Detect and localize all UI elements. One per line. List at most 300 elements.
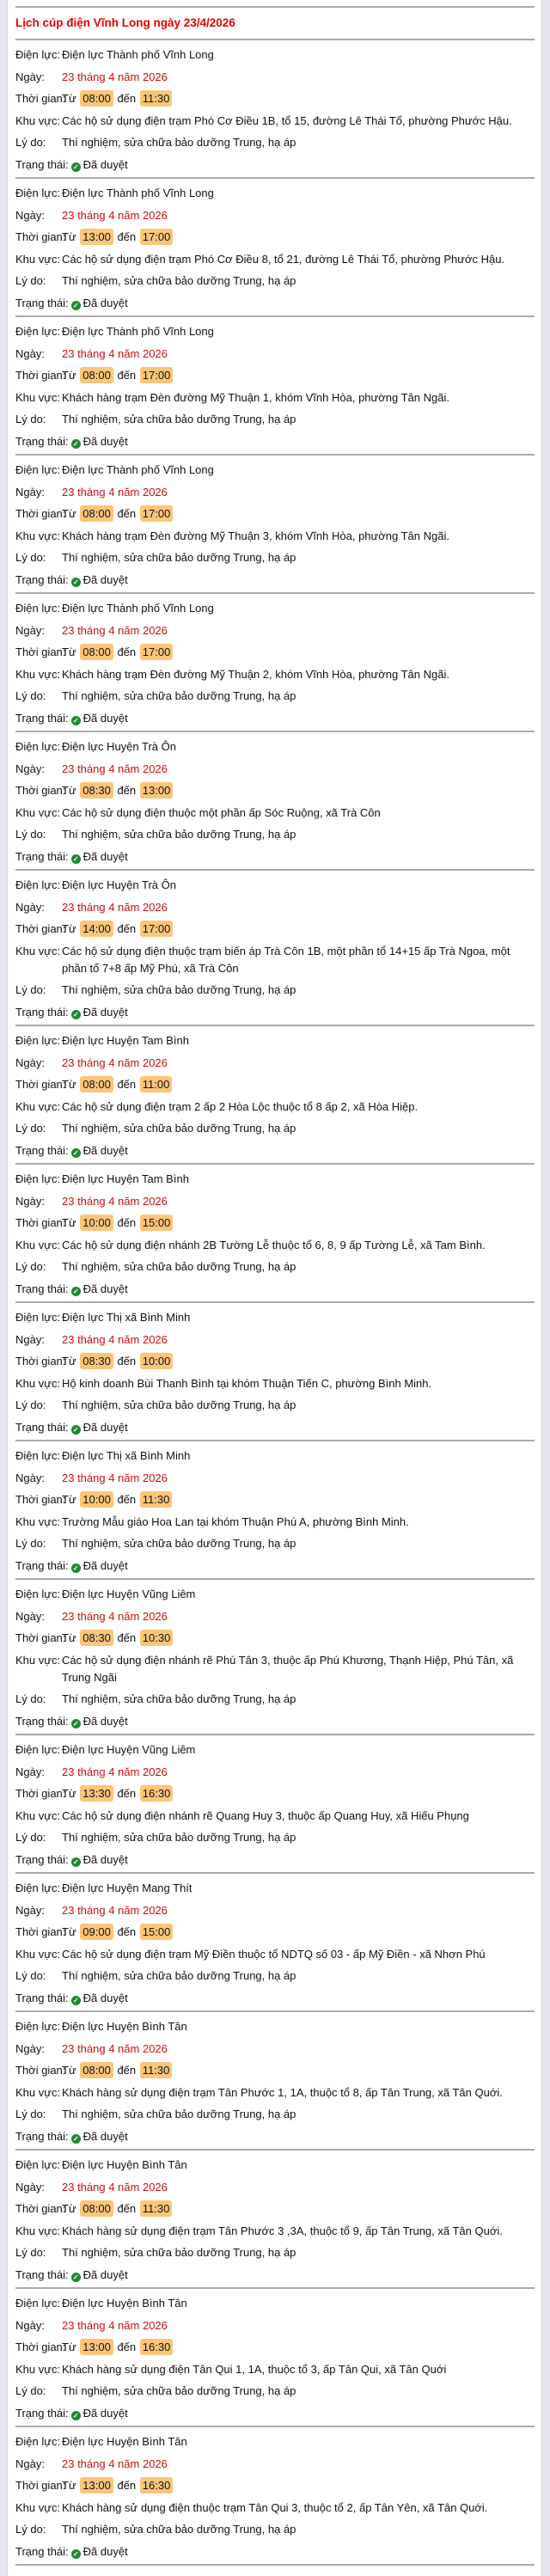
area-label: Khu vực: — [15, 667, 61, 681]
outage-entry — [15, 317, 535, 454]
status-value — [71, 295, 535, 312]
check-circle-icon: ✓ — [71, 1563, 81, 1573]
end-time-badge: 11:00 — [140, 1076, 173, 1092]
from-label: Từ — [62, 1631, 76, 1645]
status-row — [15, 1416, 535, 1439]
company-value: Điện lực Thành phố Vĩnh Long — [62, 325, 214, 339]
status-value — [71, 848, 535, 866]
area-value: Khách hàng sử dụng điện trạm Tân Phước 1, 1A, thuộc tổ 8, ấp Tân Trung, xã Tân Quới. — [62, 2085, 503, 2099]
company-label: Điện lực: — [15, 1882, 61, 1895]
status-row — [15, 569, 535, 591]
reason-row — [15, 409, 535, 431]
company-label: Điện lực: — [15, 48, 61, 62]
company-row — [15, 2432, 535, 2454]
date-value: 23 tháng 4 năm 2026 — [62, 1765, 168, 1778]
date-value: 23 tháng 4 năm 2026 — [62, 1332, 168, 1346]
check-circle-icon: ✓ — [71, 1425, 81, 1435]
date-label: Ngày: — [15, 1903, 45, 1917]
start-time-badge: 13:30 — [80, 1785, 113, 1802]
time-value — [62, 644, 535, 661]
time-row — [15, 1922, 535, 1944]
status-label: Trạng thái: — [15, 296, 69, 309]
end-time-badge: 17:00 — [140, 921, 174, 937]
time-row — [15, 1074, 535, 1097]
outage-entry — [15, 1441, 535, 1578]
status-label: Trạng thái: — [15, 1714, 69, 1728]
time-label: Thời gian: — [15, 1355, 66, 1368]
company-label: Điện lực: — [15, 1588, 61, 1601]
status-text: Đã duyệt — [82, 1005, 128, 1019]
check-circle-icon: ✓ — [71, 439, 81, 449]
date-label: Ngày: — [15, 1609, 45, 1623]
date-row — [15, 1467, 535, 1490]
status-value — [71, 1713, 535, 1730]
to-label: đến — [117, 1925, 137, 1939]
status-label: Trạng thái: — [15, 1852, 69, 1866]
reason-label: Lý do: — [15, 551, 46, 565]
reason-row — [15, 824, 535, 847]
reason-value: Thí nghiệm, sửa chữa bảo dưỡng Trung, hạ áp — [62, 1122, 296, 1135]
to-label: đến — [117, 2340, 137, 2354]
area-row — [15, 1373, 535, 1395]
to-label: đến — [117, 369, 137, 382]
outage-entry — [15, 732, 535, 869]
status-text: Đã duyệt — [82, 2406, 128, 2420]
status-label: Trạng thái: — [15, 434, 69, 448]
date-value: 23 tháng 4 năm 2026 — [62, 208, 168, 222]
area-label: Khu vực: — [15, 1653, 61, 1667]
start-time-badge: 14:00 — [80, 921, 113, 937]
status-row — [15, 2264, 535, 2286]
area-label: Khu vực: — [15, 1947, 61, 1961]
date-row — [15, 1052, 535, 1074]
area-value: Các hộ sử dụng điện trạm 2 ấp 2 Hòa Lộc thuộc tổ 8 ấp 2, xã Hòa Hiệp. — [62, 1099, 419, 1113]
area-value: Hộ kinh doanh Bùi Thanh Bình tại khóm Thuận Tiến C, phường Bình Minh. — [62, 1376, 432, 1390]
end-time-badge: 16:30 — [140, 2339, 174, 2355]
check-circle-icon: ✓ — [71, 1148, 81, 1158]
reason-label: Lý do: — [15, 1831, 46, 1845]
date-label: Ngày: — [15, 485, 45, 499]
status-row — [15, 2126, 535, 2148]
outage-entry — [15, 179, 535, 315]
area-label: Khu vực: — [15, 1514, 61, 1528]
from-label: Từ — [62, 1925, 76, 1939]
status-text: Đã duyệt — [82, 1143, 128, 1157]
time-label: Thời gian: — [15, 230, 66, 244]
time-row — [15, 1628, 535, 1650]
time-label: Thời gian: — [15, 1925, 66, 1939]
date-value: 23 tháng 4 năm 2026 — [62, 1055, 168, 1069]
outage-entry — [15, 2289, 535, 2426]
status-label: Trạng thái: — [15, 2129, 69, 2143]
reason-label: Lý do: — [15, 2384, 46, 2398]
from-label: Từ — [62, 2064, 76, 2077]
reason-label: Lý do: — [15, 689, 46, 703]
status-text: Đã duyệt — [82, 849, 128, 863]
company-row — [15, 1031, 535, 1053]
from-label: Từ — [62, 784, 76, 798]
date-row — [15, 896, 535, 919]
outage-entry — [15, 40, 535, 177]
reason-label: Lý do: — [15, 136, 46, 150]
status-label: Trạng thái: — [15, 1558, 69, 1572]
date-row — [15, 66, 535, 89]
from-label: Từ — [62, 1787, 76, 1801]
status-text: Đã duyệt — [82, 711, 128, 725]
company-label: Điện lực: — [15, 740, 61, 754]
time-value — [62, 1215, 535, 1232]
date-row — [15, 1190, 535, 1213]
company-label: Điện lực: — [15, 1449, 61, 1463]
reason-value: Thí nghiệm, sửa chữa bảo dưỡng Trung, hạ áp — [62, 1692, 296, 1706]
reason-value: Thí nghiệm, sửa chữa bảo dưỡng Trung, hạ áp — [62, 689, 296, 703]
start-time-badge: 08:30 — [80, 782, 113, 798]
time-value — [62, 2477, 535, 2494]
company-row — [15, 1584, 535, 1606]
status-value — [71, 2128, 535, 2145]
status-row — [15, 846, 535, 868]
start-time-badge: 08:00 — [80, 90, 113, 107]
status-text: Đã duyệt — [82, 1852, 128, 1866]
start-time-badge: 08:30 — [80, 1353, 113, 1369]
area-label: Khu vực: — [15, 2362, 61, 2376]
status-text: Đã duyệt — [82, 2544, 128, 2558]
date-value: 23 tháng 4 năm 2026 — [62, 1609, 168, 1623]
date-label: Ngày: — [15, 2457, 45, 2470]
date-label: Ngày: — [15, 2041, 45, 2055]
date-value: 23 tháng 4 năm 2026 — [62, 900, 168, 914]
reason-row — [15, 2381, 535, 2403]
status-value — [71, 2405, 535, 2422]
time-value — [62, 782, 535, 799]
time-row — [15, 2337, 535, 2359]
status-row — [15, 292, 535, 315]
reason-row — [15, 132, 535, 155]
date-row — [15, 343, 535, 365]
company-value: Điện lực Huyện Bình Tân — [62, 2020, 187, 2034]
outage-entry — [15, 1026, 535, 1163]
status-text: Đã duyệt — [82, 1282, 128, 1295]
reason-row — [15, 2519, 535, 2542]
time-value — [62, 229, 535, 246]
date-label: Ngày: — [15, 1194, 45, 1208]
area-row — [15, 110, 535, 132]
date-label: Ngày: — [15, 900, 45, 914]
time-label: Thời gian: — [15, 92, 66, 106]
company-value: Điện lực Huyện Trà Ôn — [62, 878, 176, 892]
area-value: Khách hàng trạm Đèn đường Mỹ Thuận 2, khóm Vĩnh Hòa, phường Tân Ngãi. — [62, 667, 449, 681]
reason-label: Lý do: — [15, 828, 46, 841]
end-time-badge: 11:30 — [140, 1491, 173, 1508]
area-label: Khu vực: — [15, 390, 61, 404]
date-label: Ngày: — [15, 70, 45, 83]
status-row — [15, 1001, 535, 1024]
end-time-badge: 16:30 — [140, 2477, 174, 2493]
time-label: Thời gian: — [15, 369, 66, 382]
to-label: đến — [117, 1216, 137, 1230]
status-value — [71, 156, 535, 174]
end-time-badge: 17:00 — [140, 229, 174, 245]
company-label: Điện lực: — [15, 1743, 61, 1757]
area-label: Khu vực: — [15, 529, 61, 542]
company-value: Điện lực Huyện Bình Tân — [62, 2297, 187, 2310]
to-label: đến — [117, 2064, 137, 2077]
company-label: Điện lực: — [15, 187, 61, 200]
company-row — [15, 460, 535, 482]
check-circle-icon: ✓ — [71, 2411, 81, 2420]
area-value: Các hộ sử dụng điện trạm Phó Cơ Điều 8, tổ 21, đường Lê Thái Tổ, phường Phước Hậu. — [62, 252, 505, 266]
reason-row — [15, 1689, 535, 1711]
date-row — [15, 205, 535, 227]
schedule-list — [8, 0, 541, 2566]
area-row — [15, 664, 535, 686]
from-label: Từ — [62, 1078, 76, 1092]
time-value — [62, 1630, 535, 1647]
company-row — [15, 2155, 535, 2177]
area-label: Khu vực: — [15, 1376, 61, 1390]
status-value — [71, 1851, 535, 1869]
time-value — [62, 1785, 535, 1802]
from-label: Từ — [62, 230, 76, 244]
end-time-badge: 17:00 — [140, 367, 174, 383]
date-label: Ngày: — [15, 1332, 45, 1346]
date-value: 23 tháng 4 năm 2026 — [62, 485, 168, 499]
start-time-badge: 13:00 — [80, 2477, 113, 2493]
date-label: Ngày: — [15, 2318, 45, 2332]
from-label: Từ — [62, 1216, 76, 1230]
company-value: Điện lực Huyện Vũng Liêm — [62, 1743, 196, 1757]
time-label: Thời gian: — [15, 2340, 66, 2354]
time-label: Thời gian: — [15, 1493, 66, 1507]
company-label: Điện lực: — [15, 1172, 61, 1186]
reason-row — [15, 1966, 535, 1988]
time-label: Thời gian: — [15, 1787, 66, 1801]
company-label: Điện lực: — [15, 463, 61, 477]
check-circle-icon: ✓ — [71, 1996, 81, 2005]
status-text: Đã duyệt — [82, 296, 128, 309]
start-time-badge: 13:00 — [80, 2339, 113, 2355]
status-value — [71, 710, 535, 727]
area-label: Khu vực: — [15, 1808, 61, 1822]
status-value — [71, 572, 535, 589]
to-label: đến — [117, 1493, 137, 1507]
company-value: Điện lực Huyện Tam Bình — [62, 1034, 189, 1048]
area-row — [15, 802, 535, 824]
company-row — [15, 598, 535, 621]
date-row — [15, 1900, 535, 1922]
company-row — [15, 875, 535, 897]
area-value: Khách hàng sử dụng điện thuộc trạm Tân Qui 3, thuộc tổ 2, ấp Tân Yên, xã Tân Quới. — [62, 2500, 488, 2514]
to-label: đến — [117, 1631, 137, 1645]
company-value: Điện lực Thành phố Vĩnh Long — [62, 187, 214, 200]
time-row — [15, 2475, 535, 2498]
status-text: Đã duyệt — [82, 1420, 128, 1434]
status-label: Trạng thái: — [15, 1005, 69, 1019]
end-time-badge: 15:00 — [140, 1215, 174, 1231]
status-row — [15, 707, 535, 730]
area-row — [15, 1096, 535, 1118]
outage-entry — [15, 594, 535, 731]
status-row — [15, 1555, 535, 1577]
reason-row — [15, 1118, 535, 1141]
company-label: Điện lực: — [15, 2435, 61, 2449]
reason-row — [15, 2104, 535, 2126]
company-value: Điện lực Thành phố Vĩnh Long — [62, 463, 214, 477]
status-label: Trạng thái: — [15, 1991, 69, 2004]
reason-value: Thí nghiệm, sửa chữa bảo dưỡng Trung, hạ áp — [62, 136, 296, 150]
outage-entry — [15, 2151, 535, 2287]
time-label: Thời gian: — [15, 1078, 66, 1092]
area-row — [15, 2082, 535, 2104]
status-row — [15, 154, 535, 176]
company-row — [15, 45, 535, 67]
area-label: Khu vực: — [15, 1099, 61, 1113]
area-row — [15, 940, 535, 980]
company-row — [15, 321, 535, 344]
date-label: Ngày: — [15, 346, 45, 360]
time-label: Thời gian: — [15, 784, 66, 798]
reason-label: Lý do: — [15, 983, 46, 997]
company-value: Điện lực Huyện Mang Thít — [62, 1882, 192, 1895]
date-value: 23 tháng 4 năm 2026 — [62, 2041, 168, 2055]
company-label: Điện lực: — [15, 2297, 61, 2310]
time-row — [15, 2199, 535, 2221]
area-value: Các hộ sử dụng điện thuộc trạm biến áp Trà Côn 1B, một phần tổ 14+15 ấp Trà Ngoa, một phần tổ 7+8 ấp Mỹ Phú, xã Trà Côn — [62, 944, 510, 975]
company-label: Điện lực: — [15, 2158, 61, 2172]
from-label: Từ — [62, 369, 76, 382]
status-label: Trạng thái: — [15, 711, 69, 725]
area-label: Khu vực: — [15, 113, 61, 127]
date-row — [15, 620, 535, 642]
area-row — [15, 248, 535, 271]
status-value — [71, 2267, 535, 2284]
date-row — [15, 1761, 535, 1784]
time-value — [62, 2062, 535, 2079]
status-text: Đã duyệt — [82, 2267, 128, 2281]
area-label: Khu vực: — [15, 805, 61, 819]
outage-schedule-card — [7, 0, 542, 2576]
status-row — [15, 1278, 535, 1300]
date-label: Ngày: — [15, 762, 45, 775]
area-row — [15, 1649, 535, 1689]
end-time-badge: 16:30 — [140, 1785, 174, 1802]
status-text: Đã duyệt — [82, 2129, 128, 2143]
company-value: Điện lực Huyện Trà Ôn — [62, 740, 176, 754]
status-value — [71, 1281, 535, 1298]
date-label: Ngày: — [15, 623, 45, 637]
reason-value: Thí nghiệm, sửa chữa bảo dưỡng Trung, hạ áp — [62, 1969, 296, 1983]
to-label: đến — [117, 92, 137, 106]
company-row — [15, 2016, 535, 2039]
company-label: Điện lực: — [15, 602, 61, 615]
page-title: Lịch cúp điện Vĩnh Long ngày 23/4/2026 — [15, 16, 235, 29]
status-text: Đã duyệt — [82, 434, 128, 448]
reason-label: Lý do: — [15, 2523, 46, 2536]
end-time-badge: 17:00 — [140, 505, 174, 522]
reason-value: Thí nghiệm, sửa chữa bảo dưỡng Trung, hạ áp — [62, 2384, 296, 2398]
company-value: Điện lực Thị xã Bình Minh — [62, 1449, 191, 1463]
start-time-badge: 08:00 — [80, 644, 113, 660]
reason-value: Thí nghiệm, sửa chữa bảo dưỡng Trung, hạ áp — [62, 2108, 296, 2121]
date-label: Ngày: — [15, 208, 45, 222]
time-row — [15, 2060, 535, 2083]
end-time-badge: 10:00 — [140, 1353, 174, 1369]
time-label: Thời gian: — [15, 922, 66, 936]
company-label: Điện lực: — [15, 2020, 61, 2034]
company-row — [15, 1307, 535, 1330]
from-label: Từ — [62, 2202, 76, 2216]
reason-value: Thí nghiệm, sửa chữa bảo dưỡng Trung, hạ áp — [62, 828, 296, 841]
to-label: đến — [117, 2479, 137, 2493]
start-time-badge: 08:00 — [80, 1076, 113, 1092]
time-row — [15, 1213, 535, 1235]
status-row — [15, 2541, 535, 2563]
company-row — [15, 1740, 535, 1762]
status-text: Đã duyệt — [82, 1714, 128, 1728]
from-label: Từ — [62, 2340, 76, 2354]
end-time-badge: 10:30 — [140, 1630, 174, 1646]
time-row — [15, 1351, 535, 1374]
area-value: Các hộ sử dụng điện nhánh 2B Tường Lễ thuộc tổ 6, 8, 9 ấp Tường Lễ, xã Tam Bình. — [62, 1238, 486, 1251]
reason-label: Lý do: — [15, 1122, 46, 1135]
area-row — [15, 1511, 535, 1533]
status-label: Trạng thái: — [15, 157, 69, 171]
check-circle-icon: ✓ — [71, 1719, 81, 1729]
date-value: 23 tháng 4 năm 2026 — [62, 2180, 168, 2194]
start-time-badge: 08:00 — [80, 2062, 113, 2078]
date-row — [15, 2176, 535, 2199]
time-value — [62, 2339, 535, 2356]
check-circle-icon: ✓ — [71, 578, 81, 587]
reason-value: Thí nghiệm, sửa chữa bảo dưỡng Trung, hạ áp — [62, 1831, 296, 1845]
company-value: Điện lực Huyện Vũng Liêm — [62, 1588, 196, 1601]
from-label: Từ — [62, 507, 76, 521]
time-value — [62, 90, 535, 107]
reason-value: Thí nghiệm, sửa chữa bảo dưỡng Trung, hạ áp — [62, 983, 296, 997]
start-time-badge: 08:30 — [80, 1630, 113, 1646]
area-row — [15, 2359, 535, 2381]
reason-label: Lý do: — [15, 2108, 46, 2121]
reason-row — [15, 1827, 535, 1850]
status-label: Trạng thái: — [15, 572, 69, 586]
check-circle-icon: ✓ — [71, 716, 81, 725]
area-value: Các hộ sử dụng điện trạm Phó Cơ Điều 1B, tổ 15, đường Lê Thái Tổ, phường Phước Hậu. — [62, 113, 512, 127]
from-label: Từ — [62, 646, 76, 659]
status-value — [71, 1142, 535, 1160]
reason-row — [15, 980, 535, 1002]
date-value: 23 tháng 4 năm 2026 — [62, 2318, 168, 2332]
company-row — [15, 183, 535, 205]
date-row — [15, 2453, 535, 2475]
reason-label: Lý do: — [15, 1692, 46, 1706]
from-label: Từ — [62, 92, 76, 106]
status-row — [15, 1849, 535, 1871]
reason-row — [15, 548, 535, 570]
company-row — [15, 737, 535, 759]
from-label: Từ — [62, 1493, 76, 1507]
reason-value: Thí nghiệm, sửa chữa bảo dưỡng Trung, hạ áp — [62, 274, 296, 288]
start-time-badge: 08:00 — [80, 367, 113, 383]
status-label: Trạng thái: — [15, 849, 69, 863]
reason-value: Thí nghiệm, sửa chữa bảo dưỡng Trung, hạ áp — [62, 1260, 296, 1274]
outage-entry — [15, 2012, 535, 2149]
reason-value: Thí nghiệm, sửa chữa bảo dưỡng Trung, hạ áp — [62, 2246, 296, 2260]
end-time-badge: 11:30 — [140, 2062, 173, 2078]
status-row — [15, 2402, 535, 2425]
company-value: Điện lực Thị xã Bình Minh — [62, 1311, 191, 1325]
start-time-badge: 08:00 — [80, 505, 113, 522]
date-row — [15, 1329, 535, 1351]
